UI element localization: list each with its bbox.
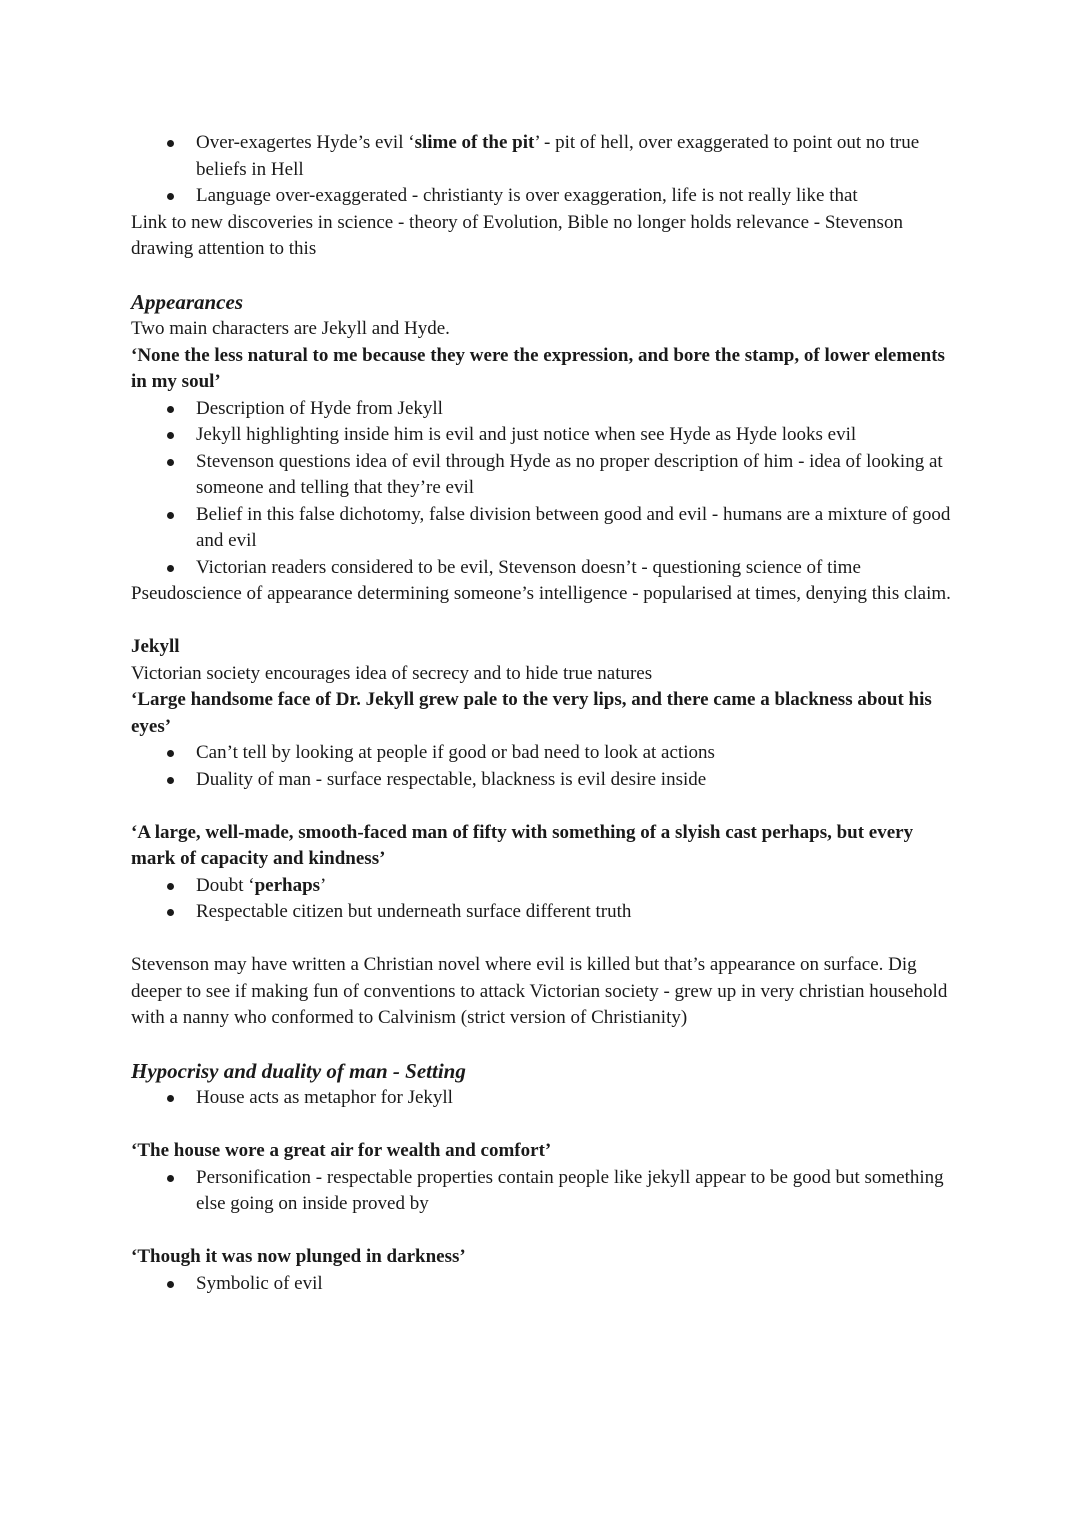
list-item: House acts as metaphor for Jekyll — [131, 1085, 961, 1112]
jekyll-quote-2: ‘A large, well-made, smooth-faced man of fifty with something of a slyish cast perhaps, but every mark of capacity and kindness’ — [131, 821, 914, 869]
setting-bullet-list-2 — [131, 1271, 961, 1298]
bullet-text: ’ - pit of hell, over exaggerated to point out no true beliefs in Hell — [196, 132, 920, 180]
spacer — [131, 1032, 961, 1059]
appearances-paragraph: Pseudoscience of appearance determining someone’s intelligence - popularised at times, denying this claim. — [131, 583, 951, 604]
appearances-bullet-list — [131, 396, 961, 582]
list-item: Description of Hyde from Jekyll — [131, 396, 961, 423]
setting-quote-1: ‘The house wore a great air for wealth and comfort’ — [131, 1140, 552, 1161]
quote-text: perhaps — [254, 874, 321, 896]
bullet-text: Language over-exaggerated - christianty is over exaggeration, life is not really like that — [196, 185, 858, 206]
setting-quote-2: ‘Though it was now plunged in darkness’ — [131, 1246, 466, 1267]
list-item — [131, 130, 961, 183]
list-item: Jekyll highlighting inside him is evil and just notice when see Hyde as Hyde looks evil — [131, 422, 961, 449]
document-body — [131, 130, 961, 1297]
jekyll-paragraph: Stevenson may have written a Christian novel where evil is killed but that’s appearance on surface. Dig deeper to see if making fun of conventions to attack Victorian society - grew up in very christian household with a nanny who conformed to Calvinism (strict version of Christianity) — [131, 954, 948, 1028]
setting-bullet-list — [131, 1085, 961, 1112]
spacer — [131, 926, 961, 953]
list-item: Personification - respectable properties contain people like jekyll appear to be good but something else going on inside proved by — [131, 1165, 961, 1218]
section-heading-jekyll: Jekyll — [131, 636, 180, 657]
list-item: Can’t tell by looking at people if good or bad need to look at actions — [131, 740, 961, 767]
intro-paragraph: Link to new discoveries in science - theory of Evolution, Bible no longer holds relevance - Stevenson drawing attention to this — [131, 211, 903, 259]
list-item: Respectable citizen but underneath surface different truth — [131, 899, 961, 926]
quote-text: slime of the pit — [414, 132, 535, 153]
section-heading-setting: Hypocrisy and duality of man - Setting — [131, 1059, 466, 1083]
list-item — [131, 873, 961, 900]
spacer — [131, 1112, 961, 1139]
jekyll-intro-line: Victorian society encourages idea of secrecy and to hide true natures — [131, 662, 653, 684]
setting-bullet-list-1 — [131, 1165, 961, 1218]
spacer — [131, 263, 961, 290]
list-item: Symbolic of evil — [131, 1271, 961, 1298]
jekyll-bullet-list-1 — [131, 740, 961, 793]
list-item: Belief in this false dichotomy, false division between good and evil - humans are a mixture of good and evil — [131, 502, 961, 555]
jekyll-quote-1: ‘Large handsome face of Dr. Jekyll grew pale to the very lips, and there came a blackness about his eyes’ — [131, 689, 932, 737]
intro-bullet-list — [131, 130, 961, 210]
bullet-text: ’ — [320, 874, 327, 896]
bullet-text: Doubt ‘ — [196, 874, 255, 896]
appearances-quote: ‘None the less natural to me because they were the expression, and bore the stamp, of lower elements in my soul’ — [131, 344, 945, 392]
bullet-text: Over-exagertes Hyde’s evil ‘ — [196, 132, 415, 153]
list-item: Duality of man - surface respectable, blackness is evil desire inside — [131, 767, 961, 794]
section-heading-appearances: Appearances — [131, 290, 243, 314]
list-item — [131, 183, 961, 210]
list-item: Victorian readers considered to be evil, Stevenson doesn’t - questioning science of time — [131, 555, 961, 582]
spacer — [131, 1218, 961, 1245]
appearances-intro-line: Two main characters are Jekyll and Hyde. — [131, 318, 450, 339]
jekyll-bullet-list-2 — [131, 873, 961, 926]
spacer — [131, 608, 961, 635]
spacer — [131, 793, 961, 820]
list-item: Stevenson questions idea of evil through Hyde as no proper description of him - idea of looking at someone and telling that they’re evil — [131, 449, 961, 502]
